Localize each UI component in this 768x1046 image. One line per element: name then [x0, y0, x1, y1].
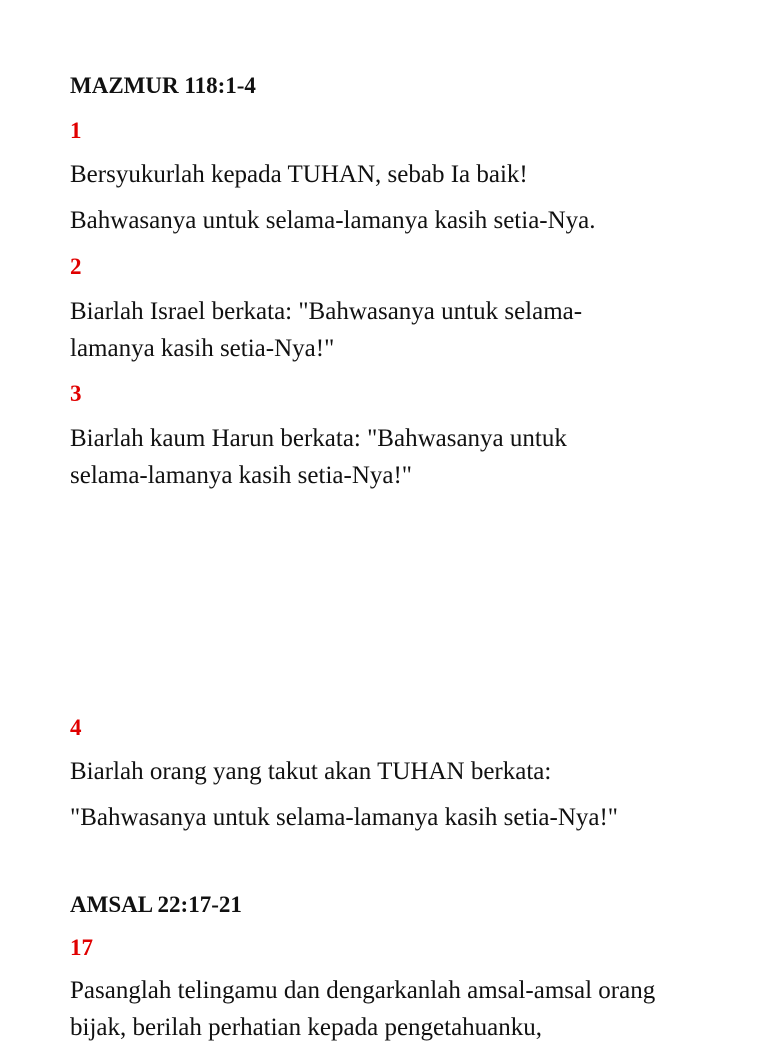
verse-number: 4	[70, 715, 82, 740]
verse-text: Pasanglah telingamu dan dengarkanlah amsal-amsal orang bijak, berilah perhatian kepada pengetahuanku,	[70, 977, 656, 1041]
section-heading-mazmur: MAZMUR 118:1-4	[70, 73, 256, 98]
verse-text: Biarlah kaum Harun berkata: "Bahwasanya untuk selama-lamanya kasih setia-Nya!"	[70, 425, 567, 489]
section-heading-amsal: AMSAL 22:17-21	[70, 892, 242, 917]
verse-number: 17	[70, 935, 93, 960]
verse-number: 2	[70, 254, 82, 279]
verse-text: Biarlah orang yang takut akan TUHAN berkata:	[70, 758, 552, 785]
verse-number: 1	[70, 118, 82, 143]
verse-number: 3	[70, 381, 82, 406]
verse-text: Biarlah Israel berkata: "Bahwasanya untuk selama-lamanya kasih setia-Nya!"	[70, 298, 583, 362]
verse-text: Bahwasanya untuk selama-lamanya kasih setia-Nya.	[70, 207, 596, 234]
verse-text: Bersyukurlah kepada TUHAN, sebab Ia baik!	[70, 161, 528, 188]
verse-text: "Bahwasanya untuk selama-lamanya kasih setia-Nya!"	[70, 804, 618, 831]
